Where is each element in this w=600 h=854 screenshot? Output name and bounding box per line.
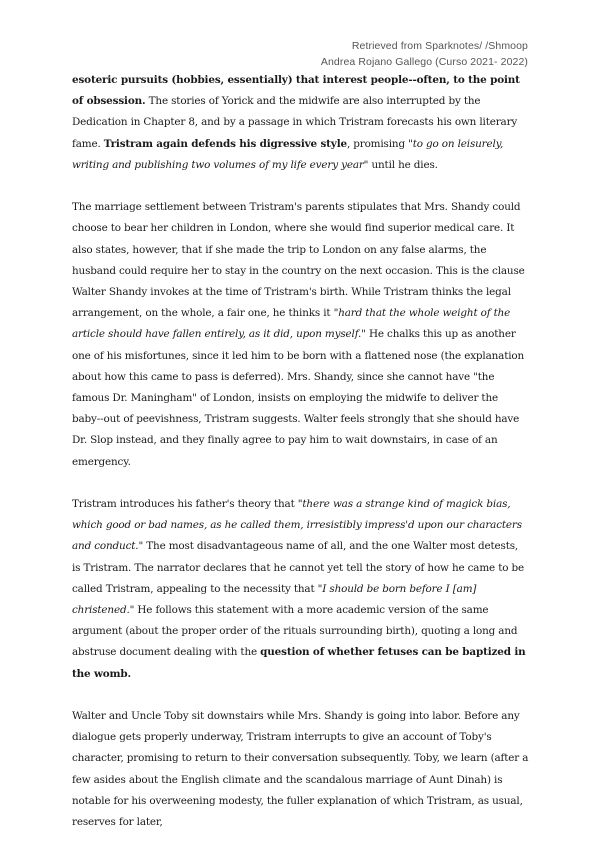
- paragraph-2: [72, 197, 529, 473]
- text-run: The most disadvantageous name of all, and the one Walter most detests, is Tristram. The narrator declares that he cannot yet tell the story of how he came to be called Tristram, appealing to the necessity that ": [72, 540, 524, 595]
- document-body: [72, 70, 529, 854]
- text-run: He chalks this up as another one of his misfortunes, since it led him to be born with a flattened nose (the explanation about how this came to pass is deferred). Mrs. Shandy, since she cannot have "the famous Dr. Maningham" of London, insists on employing the midwife to deliver the baby--out of peevishness, Tristram suggests. Walter feels strongly that she should have Dr. Slop instead, and they finally agree to pay him to wait downstairs, in case of an emergency.: [72, 328, 525, 468]
- header-author-line: Andrea Rojano Gallego (Curso 2021- 2022): [320, 56, 528, 68]
- italic-quote: hard that the whole weight of the article should have fallen entirely, as it did, upon myself.": [72, 307, 511, 341]
- text-run: until he dies.: [368, 158, 438, 171]
- italic-quote: there was a strange kind of magick bias, which good or bad names, as he called them, irresistibly impress'd upon our characters and conduct.": [72, 498, 522, 553]
- italic-quote: I should be born before I [am] christened.: [72, 582, 477, 617]
- bold-text: esoteric pursuits (hobbies, essentially) that interest people--often, to the point of obsession.: [72, 74, 520, 108]
- paragraph-1: [72, 70, 529, 176]
- bold-text: question of whether fetuses can be baptized in the womb.: [72, 646, 526, 680]
- header-source-line: Retrieved from Sparknotes/ /Shmoop: [351, 40, 528, 52]
- text-run: Walter and Uncle Toby sit downstairs while Mrs. Shandy is going into labor. Before any dialogue gets properly underway, Tristram interrupts to give an account of Toby's character, promising to return to their conversation subsequently. Toby, we learn (after a few asides about the English climate and the scandalous marriage of Aunt Dinah) is notable for his overweening modesty, the fuller explanation of which Tristram, as usual, reserves for later,: [72, 710, 529, 829]
- text-run: , promising ": [346, 137, 413, 150]
- italic-quote: to go on leisurely, writing and publishing two volumes of my life every year": [72, 137, 504, 171]
- paragraph-4: [72, 706, 529, 833]
- text-run: The marriage settlement between Tristram's parents stipulates that Mrs. Shandy could choose to bear her children in London, where she would find superior medical care. It also states, however, that if she made the trip to London on any false alarms, the husband could require her to stay in the country on the next occasion. This is the clause Walter Shandy invokes at the time of Tristram's birth. While Tristram thinks the legal arrangement, on the whole, a fair one, he thinks it ": [72, 201, 525, 320]
- paragraph-3: [72, 494, 529, 685]
- text-run: " He follows this statement with a more academic version of the same argument (about the proper order of the rituals surrounding birth), quoting a long and abstruse document dealing with the: [72, 604, 518, 659]
- page-header: [321, 38, 528, 70]
- text-run: The stories of Yorick and the midwife are also interrupted by the Dedication in Chapter 8, and by a passage in which Tristram forecasts his own literary fame.: [72, 95, 518, 150]
- text-run: Tristram introduces his father's theory that ": [72, 498, 303, 511]
- bold-text: Tristram again defends his digressive style: [103, 137, 347, 150]
